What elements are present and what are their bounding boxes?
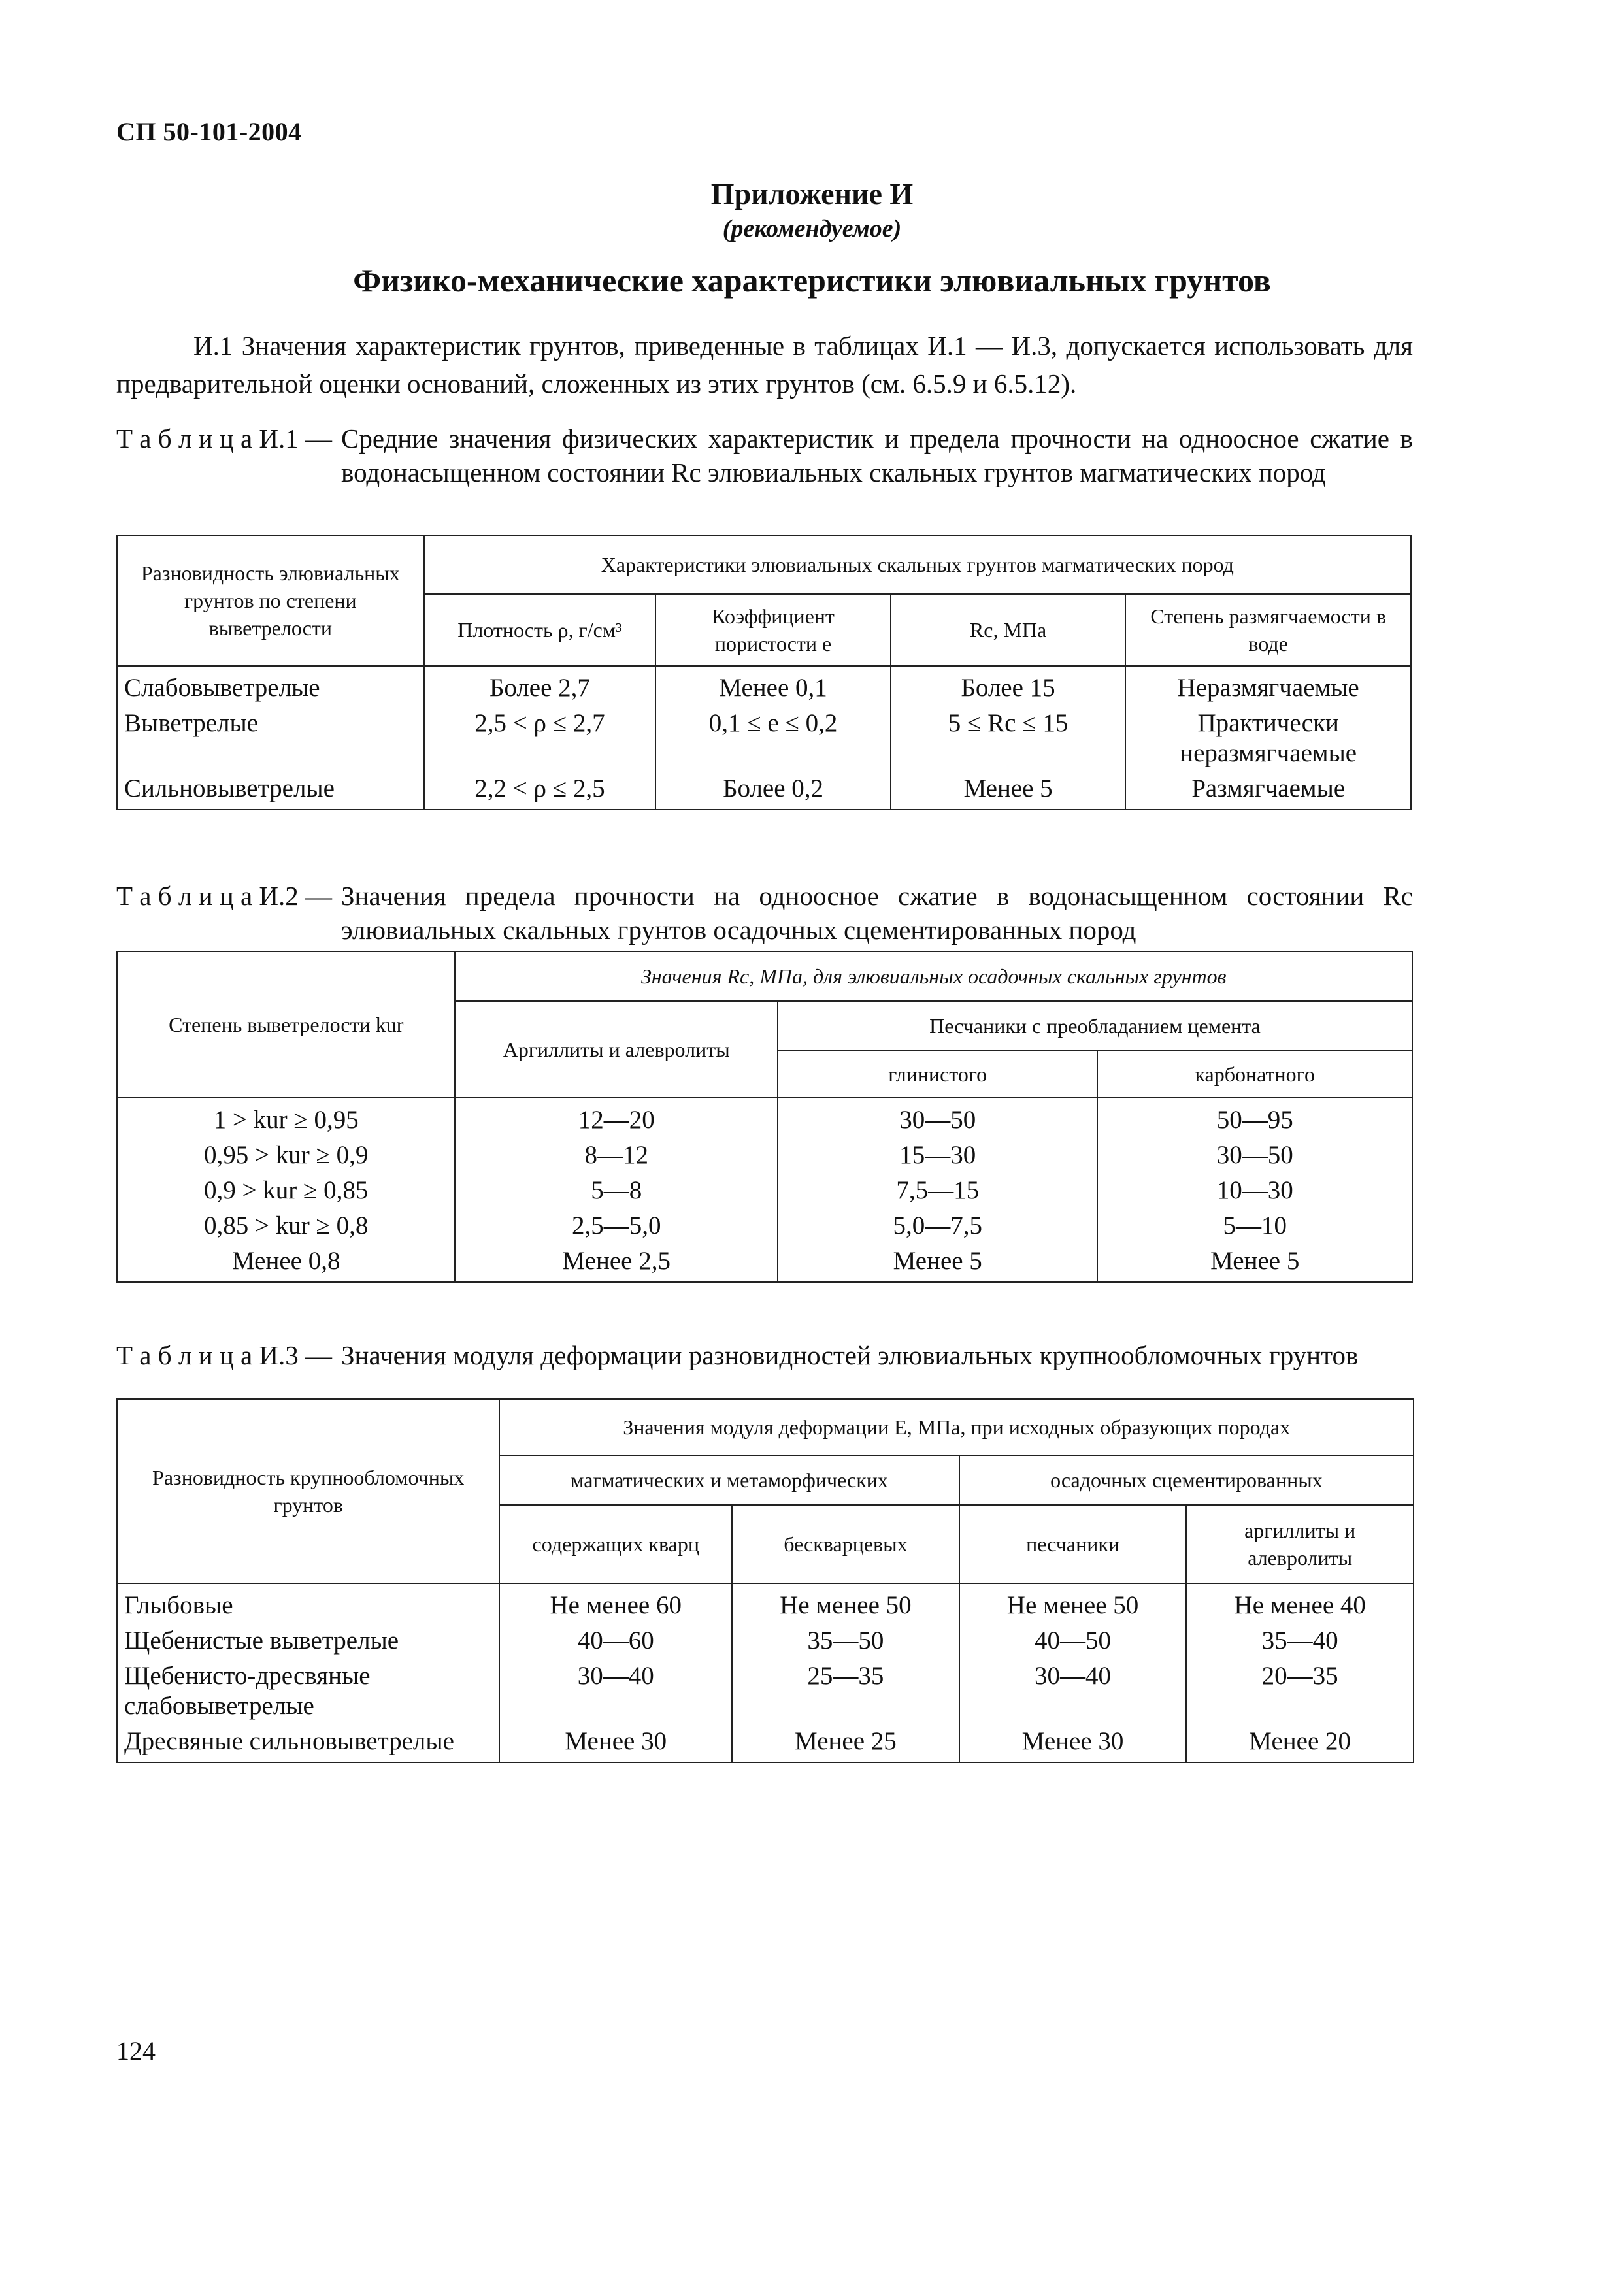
t2-cell-carbonate: 5—10 <box>1097 1208 1412 1244</box>
table3 <box>116 1398 1414 1763</box>
t1-cell-density: 2,5 < ρ ≤ 2,7 <box>424 706 656 771</box>
table3-caption-text: Значения модуля деформации разновидностей элювиальных крупнообломочных грунтов <box>341 1340 1359 1370</box>
t2-cell-degree: 0,95 > kur ≥ 0,9 <box>117 1138 455 1173</box>
t3-cell-argillite: Менее 20 <box>1186 1724 1414 1762</box>
table-row <box>117 1658 1414 1724</box>
t3-cell-sandstone: 40—50 <box>959 1623 1187 1658</box>
t1-cell-density: 2,2 < ρ ≤ 2,5 <box>424 771 656 810</box>
table1 <box>116 535 1412 810</box>
t1-col-rc: Rc, МПа <box>891 594 1125 666</box>
t3-cell-no-quartz: Менее 25 <box>732 1724 959 1762</box>
table2-caption <box>116 879 1413 947</box>
t2-cell-carbonate: Менее 5 <box>1097 1244 1412 1282</box>
t2-cell-argillite: 8—12 <box>455 1138 777 1173</box>
table-row <box>117 1724 1414 1762</box>
t3-cell-sandstone: 30—40 <box>959 1658 1187 1724</box>
t2-cell-degree: 1 > kur ≥ 0,95 <box>117 1098 455 1138</box>
t2-cell-argillite: 12—20 <box>455 1098 777 1138</box>
appendix-title: Приложение И <box>710 177 914 210</box>
t1-cell-density: Более 2,7 <box>424 666 656 706</box>
t2-col-argillite: Аргиллиты и алевролиты <box>455 1001 777 1098</box>
t3-cell-kind: Щебенистые выветрелые <box>117 1623 499 1658</box>
t1-col-porosity: Коэффициент пористости e <box>655 594 891 666</box>
t3-col-sandstone: песчаники <box>959 1505 1187 1583</box>
t3-cell-quartz: Не менее 60 <box>499 1583 732 1623</box>
t3-cell-kind: Дресвяные сильновыветрелые <box>117 1724 499 1762</box>
table-row <box>117 771 1411 810</box>
t3-cell-quartz: 40—60 <box>499 1623 732 1658</box>
t3-cell-sandstone: Менее 30 <box>959 1724 1187 1762</box>
t1-col-density: Плотность ρ, г/см³ <box>424 594 656 666</box>
t2-col-carbonate: карбонатного <box>1097 1051 1412 1098</box>
t1-cell-kind: Выветрелые <box>117 706 424 771</box>
t3-cell-kind: Щебенисто-дресвяные слабовыветрелые <box>117 1658 499 1724</box>
t2-cell-degree: 0,9 > kur ≥ 0,85 <box>117 1173 455 1208</box>
table-row <box>117 1208 1412 1244</box>
t2-cell-clay: 15—30 <box>778 1138 1097 1173</box>
t1-col-kind: Разновидность элювиальных грунтов по степени выветрелости <box>117 535 424 666</box>
table2-caption-text: Значения предела прочности на одноосное сжатие в водонасыщенном состоянии Rc элювиальных скальных грунтов осадочных сцементированных пород <box>341 881 1413 945</box>
t2-col-clay: глинистого <box>778 1051 1097 1098</box>
t1-cell-softening: Размягчаемые <box>1125 771 1411 810</box>
t2-cell-carbonate: 30—50 <box>1097 1138 1412 1173</box>
table3-caption <box>116 1338 1413 1372</box>
t2-cell-carbonate: 50—95 <box>1097 1098 1412 1138</box>
table2-lead: Т а б л и ц а И.2 — <box>116 881 333 911</box>
table1-caption-text: Средние значения физических характеристик и предела прочности на одноосное сжатие в водонасыщенном состоянии Rc элювиальных скальных грунтов магматических пород <box>341 423 1413 487</box>
t3-cell-argillite: 20—35 <box>1186 1658 1414 1724</box>
table2 <box>116 951 1413 1283</box>
t3-cell-sandstone: Не менее 50 <box>959 1583 1187 1623</box>
t3-col-kind: Разновидность крупнообломочных грунтов <box>117 1399 499 1583</box>
table-row <box>117 1244 1412 1282</box>
table-row <box>117 1173 1412 1208</box>
t1-cell-porosity: Менее 0,1 <box>655 666 891 706</box>
t1-cell-softening: Практически неразмягчаемые <box>1125 706 1411 771</box>
t1-cell-porosity: Более 0,2 <box>655 771 891 810</box>
t2-group-header: Значения Rc, МПа, для элювиальных осадочных скальных грунтов <box>455 951 1412 1001</box>
t1-cell-rc: Менее 5 <box>891 771 1125 810</box>
page-number: 124 <box>116 2036 156 2066</box>
appendix-subtitle: (рекомендуемое) <box>722 215 902 242</box>
table-row <box>117 706 1411 771</box>
t3-col-argillite: аргиллиты и алевролиты <box>1186 1505 1414 1583</box>
t3-cell-argillite: Не менее 40 <box>1186 1583 1414 1623</box>
t3-cell-no-quartz: Не менее 50 <box>732 1583 959 1623</box>
t3-group-header: Значения модуля деформации E, МПа, при исходных образующих породах <box>499 1399 1414 1455</box>
t2-cell-argillite: 2,5—5,0 <box>455 1208 777 1244</box>
t2-cell-clay: 30—50 <box>778 1098 1097 1138</box>
t2-cell-clay: 7,5—15 <box>778 1173 1097 1208</box>
table1-caption <box>116 421 1413 489</box>
t2-cell-degree: Менее 0,8 <box>117 1244 455 1282</box>
t3-cell-no-quartz: 25—35 <box>732 1658 959 1724</box>
t2-cell-clay: Менее 5 <box>778 1244 1097 1282</box>
table3-lead: Т а б л и ц а И.3 — <box>116 1340 333 1370</box>
table-row <box>117 666 1411 706</box>
t1-cell-porosity: 0,1 ≤ e ≤ 0,2 <box>655 706 891 771</box>
t1-cell-kind: Сильновыветрелые <box>117 771 424 810</box>
document-code: СП 50-101-2004 <box>116 117 302 146</box>
table-row <box>117 1098 1412 1138</box>
t2-cell-argillite: 5—8 <box>455 1173 777 1208</box>
t2-cell-argillite: Менее 2,5 <box>455 1244 777 1282</box>
t3-cell-quartz: 30—40 <box>499 1658 732 1724</box>
t3-col-quartz: содержащих кварц <box>499 1505 732 1583</box>
t3-cell-kind: Глыбовые <box>117 1583 499 1623</box>
intro-paragraph: И.1 Значения характеристик грунтов, приведенные в таблицах И.1 — И.3, допускается использовать для предварительной оценки оснований, сложенных из этих грунтов (см. 6.5.9 и 6.5.12). <box>116 331 1413 399</box>
t1-cell-rc: Более 15 <box>891 666 1125 706</box>
t3-cell-no-quartz: 35—50 <box>732 1623 959 1658</box>
table-row <box>117 1623 1414 1658</box>
t2-cell-degree: 0,85 > kur ≥ 0,8 <box>117 1208 455 1244</box>
t3-col-sedimentary: осадочных сцементированных <box>959 1455 1414 1505</box>
t1-col-softening: Степень размягчаемости в воде <box>1125 594 1411 666</box>
t2-col-degree: Степень выветрелости kur <box>117 951 455 1098</box>
t3-cell-argillite: 35—40 <box>1186 1623 1414 1658</box>
t1-cell-rc: 5 ≤ Rc ≤ 15 <box>891 706 1125 771</box>
t2-cell-carbonate: 10—30 <box>1097 1173 1412 1208</box>
table-row <box>117 1138 1412 1173</box>
section-title: Физико-механические характеристики элювиальных грунтов <box>353 262 1271 299</box>
t3-cell-quartz: Менее 30 <box>499 1724 732 1762</box>
t3-col-no-quartz: бескварцевых <box>732 1505 959 1583</box>
t2-col-sandstone: Песчаники с преобладанием цемента <box>778 1001 1412 1051</box>
t1-group-header: Характеристики элювиальных скальных грунтов магматических пород <box>424 535 1411 594</box>
t2-cell-clay: 5,0—7,5 <box>778 1208 1097 1244</box>
t1-cell-softening: Неразмягчаемые <box>1125 666 1411 706</box>
t1-cell-kind: Слабовыветрелые <box>117 666 424 706</box>
table-row <box>117 1583 1414 1623</box>
table1-lead: Т а б л и ц а И.1 — <box>116 423 333 454</box>
t3-col-magmatic: магматических и метаморфических <box>499 1455 959 1505</box>
